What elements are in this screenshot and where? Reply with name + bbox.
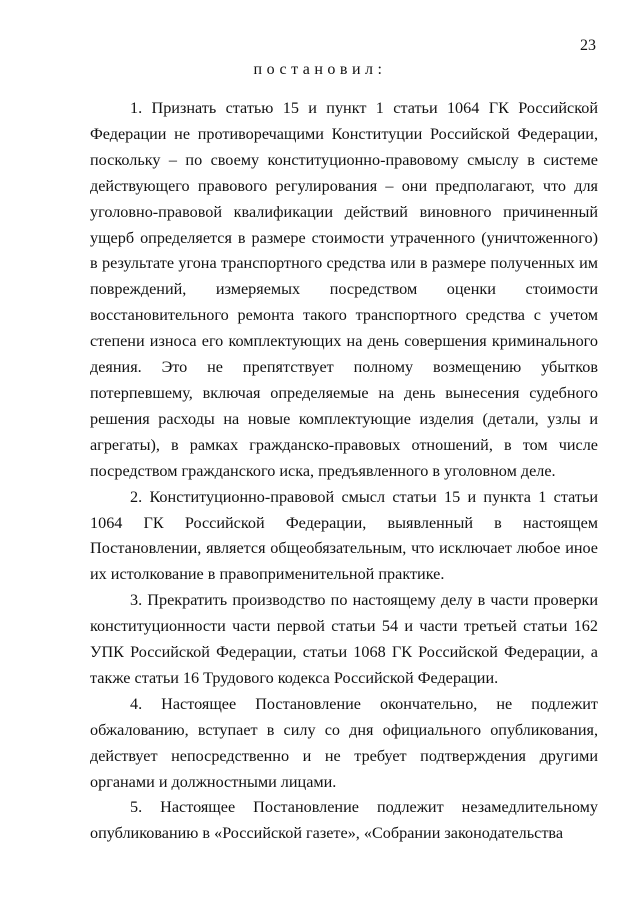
paragraph-4: 4. Настоящее Постановление окончательно, не подлежит обжалованию, вступает в силу со дня официального опубликования, действует непосредственно и не требует подтверждения другими органами и должностными лицами. [90,694,598,791]
resolution-heading: постановил: [253,61,387,78]
paragraph-5: 5. Настоящее Постановление подлежит незамедлительному опубликованию в «Российской газете», «Собрании законодательства [90,798,598,843]
page-number: 23 [580,37,596,54]
paragraph-1: 1. Признать статью 15 и пункт 1 статьи 1064 ГК Российской Федерации не противоречащими Конституции Российской Федерации, поскольку – по своему конституционно-правовому смыслу в системе действующего правового регулирования – они предполагают, что для уголовно-правовой квалификации действий виновного причиненный ущерб определяется в размере стоимости утраченного (уничтоженного) в результате угона транспортного средства или в размере полученных им повреждений, измеряемых посредством оценки стоимости восстановительного ремонта такого транспортного средства с учетом степени износа его комплектующих на день совершения криминального деяния. Это не препятствует полному возмещению убытков потерпевшему, включая определяемые на день вынесения судебного решения расходы на новые комплектующие изделия (детали, узлы и агрегаты), в рамках гражданско-правовых отношений, в том числе посредством гражданского иска, предъявленного в уголовном деле. [90,99,598,480]
document-body [90,96,598,847]
paragraph-3: 3. Прекратить производство по настоящему делу в части проверки конституционности части первой статьи 54 и части третьей статьи 162 УПК Российской Федерации, статьи 1068 ГК Российской Федерации, а также статьи 16 Трудового кодекса Российской Федерации. [90,591,598,687]
paragraph-2: 2. Конституционно-правовой смысл статьи 15 и пункта 1 статьи 1064 ГК Российской Федерации, выявленный в настоящем Постановлении, является общеобязательным, что исключает любое иное их истолкование в правоприменительной практике. [90,487,598,584]
